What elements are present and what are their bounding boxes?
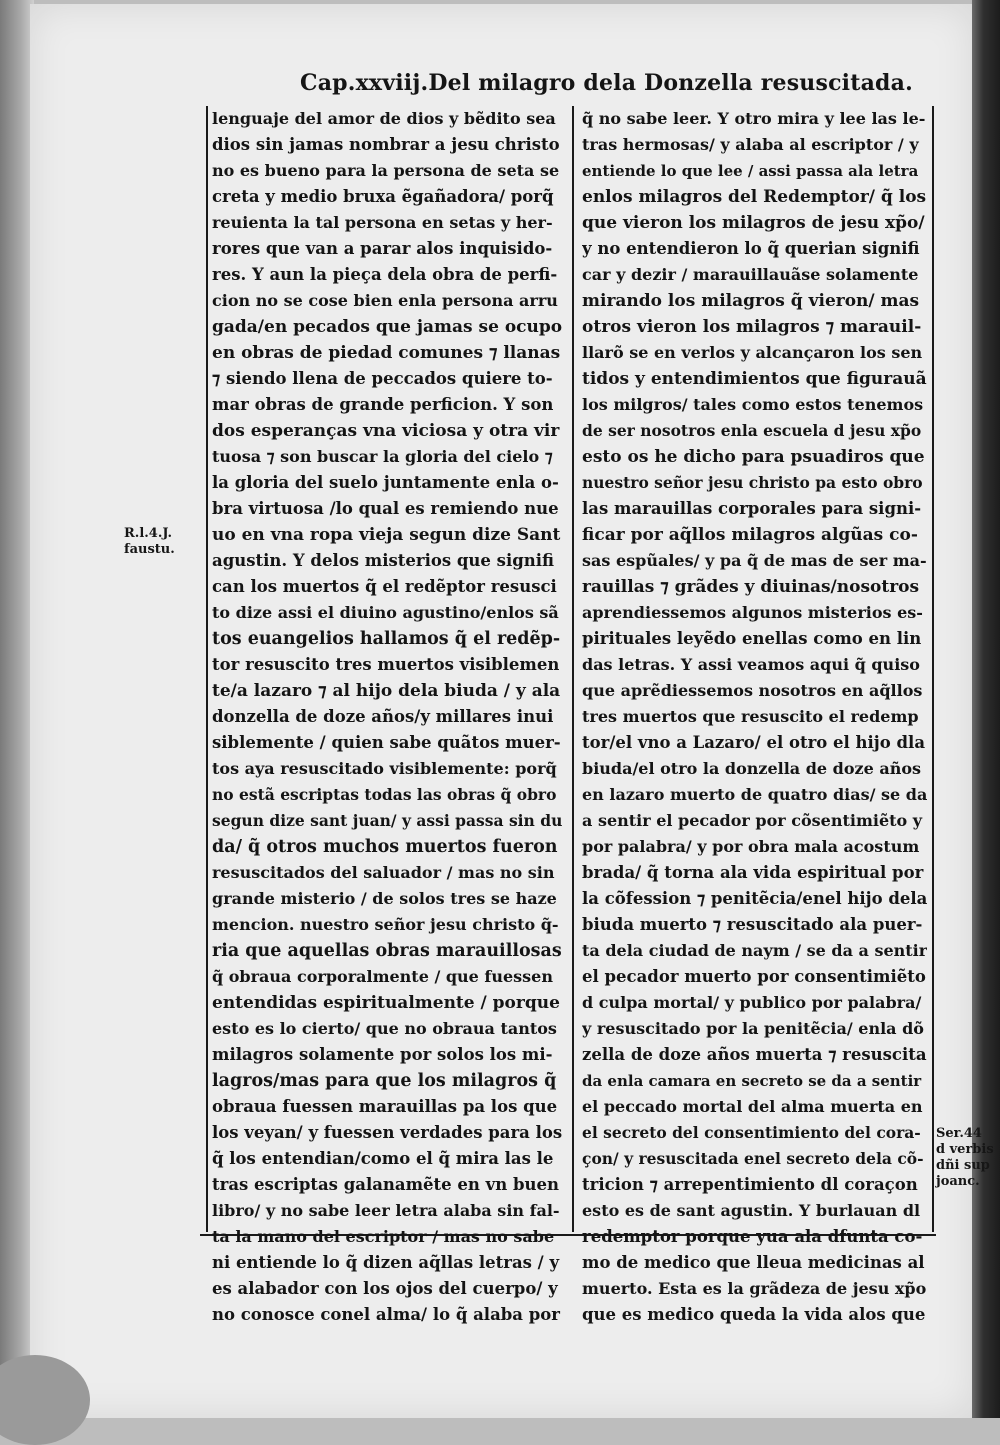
text-line: tos aya resuscitado visiblemente: porq̃ — [212, 759, 557, 778]
text-line: segun dize sant juan/ y assi passa sin du — [212, 811, 562, 830]
text-line: las marauillas corporales para signi- — [582, 499, 922, 518]
text-line: tras escriptas galanamẽte en vn buen — [212, 1175, 560, 1194]
text-line: no es bueno para la persona de seta se — [212, 161, 560, 180]
text-line: y resuscitado por la penitẽcia/ enla dõ — [582, 1019, 924, 1038]
margin-note-line: joanc. — [936, 1174, 980, 1189]
text-line: el pecador muerto por consentimiẽto — [582, 967, 926, 986]
text-line: ria que aquellas obras marauillosas — [212, 941, 562, 961]
text-line: a sentir el pecador por cõsentimiẽto y — [582, 811, 923, 830]
text-line: tor resuscito tres muertos visiblemen — [212, 655, 560, 674]
margin-note-line: d verbis — [936, 1142, 994, 1157]
text-line: esto es de sant agustin. Y burlauan dl — [582, 1201, 921, 1220]
text-line: milagros solamente por solos los mi- — [212, 1045, 553, 1064]
text-line: brada/ q̃ torna ala vida espiritual por — [582, 863, 924, 882]
text-line: redemptor porque yua ala dfunta co- — [582, 1227, 923, 1246]
text-line: biuda muerto ⁊ resuscitado ala puer- — [582, 915, 923, 934]
left-text-column — [212, 106, 562, 1328]
text-line: tras hermosas/ y alaba al escriptor / y — [582, 135, 919, 154]
text-line: la gloria del suelo juntamente enla o- — [212, 473, 559, 492]
text-line: aprendiessemos algunos misterios es- — [582, 603, 923, 622]
text-line: tricion ⁊ arrepentimiento dl coraçon — [582, 1175, 918, 1194]
margin-note-line: dñi sup — [936, 1158, 990, 1173]
text-line: d culpa mortal/ y publico por palabra/ — [582, 993, 922, 1012]
text-line: libro/ y no sabe leer letra alaba sin fal- — [212, 1201, 560, 1220]
text-line: das letras. Y assi veamos aqui q̃ quiso — [582, 655, 920, 674]
text-line: no conosce conel alma/ lo q̃ alaba por — [212, 1305, 560, 1324]
text-line: dios sin jamas nombrar a jesu christo — [212, 135, 560, 154]
text-line: no estã escriptas todas las obras q̃ obro — [212, 785, 557, 804]
text-line: muerto. Esta es la grãdeza de jesu xp̃o — [582, 1279, 927, 1298]
text-line: agustin. Y delos misterios que signifi — [212, 551, 555, 570]
text-line: mirando los milagros q̃ vieron/ mas — [582, 291, 920, 311]
text-line: mencion. nuestro señor jesu christo q̃- — [212, 915, 559, 934]
text-line: çon/ y resuscitada enel secreto dela cõ- — [582, 1149, 924, 1168]
text-line: grande misterio / de solos tres se haze — [212, 889, 557, 908]
right-margin-note — [936, 1126, 994, 1190]
text-line: esto es lo cierto/ que no obraua tantos — [212, 1019, 557, 1038]
text-line: el secreto del consentimiento del cora- — [582, 1123, 921, 1142]
text-line: entiende lo que lee / assi passa ala letra — [582, 162, 919, 180]
text-line: la cõfession ⁊ penitẽcia/enel hijo dela — [582, 889, 927, 908]
text-line: nuestro señor jesu christo pa esto obro — [582, 473, 923, 492]
text-line: gada/en pecados que jamas se ocupo — [212, 317, 562, 337]
text-line: cion no se cose bien enla persona arru — [212, 291, 558, 310]
text-line: da/ q̃ otros muchos muertos fueron — [212, 837, 558, 857]
text-line: en obras de piedad comunes ⁊ llanas — [212, 343, 561, 363]
text-line: uo en vna ropa vieja segun dize Sant — [212, 525, 561, 545]
book-spine — [0, 0, 34, 1418]
text-line: el peccado mortal del alma muerta en — [582, 1097, 923, 1116]
right-text-column — [582, 106, 927, 1328]
text-line: zella de doze años muerta ⁊ resuscita — [582, 1045, 927, 1064]
text-line: y no entendieron lo q̃ querian signifi — [582, 239, 920, 258]
margin-note-line: Ser.44 — [936, 1126, 982, 1141]
text-line: que vieron los milagros de jesu xp̃o/ — [582, 213, 925, 233]
text-line: da enla camara en secreto se da a sentir — [582, 1072, 922, 1090]
text-line: mo de medico que lleua medicinas al — [582, 1253, 925, 1272]
text-line: tres muertos que resuscito el redemp — [582, 707, 919, 726]
text-line: ta dela ciudad de naym / se da a sentir — [582, 941, 927, 960]
text-line: te/a lazaro ⁊ al hijo dela biuda / y ala — [212, 681, 561, 701]
text-line: siblemente / quien sabe quãtos muer- — [212, 733, 561, 752]
text-line: to dize assi el diuino agustino/enlos sã — [212, 603, 559, 622]
center-column-rule — [572, 106, 574, 1232]
text-line: resuscitados del saluador / mas no sin — [212, 863, 555, 882]
text-line: otros vieron los milagros ⁊ marauil- — [582, 317, 922, 337]
text-line: mar obras de grande perficion. Y son — [212, 395, 554, 414]
text-line: donzella de doze años/y millares inui — [212, 707, 554, 726]
text-line: ficar por aq̃llos milagros algũas co- — [582, 525, 918, 545]
text-line: por palabra/ y por obra mala acostum — [582, 837, 920, 856]
text-line: ta la mano del escriptor / mas no sabe — [212, 1227, 555, 1246]
margin-note-line: R.l.4.J. — [124, 526, 173, 541]
chapter-heading: Cap.xxviij.Del milagro dela Donzella resuscitada. — [300, 70, 913, 96]
text-line: esto os he dicho para psuadiros que — [582, 447, 925, 467]
text-line: dos esperanças vna viciosa y otra vir — [212, 421, 560, 441]
text-line: obraua fuessen marauillas pa los que — [212, 1097, 558, 1116]
left-column-rule — [206, 106, 208, 1232]
text-line: en lazaro muerto de quatro dias/ se da — [582, 785, 927, 804]
text-line: biuda/el otro la donzella de doze años — [582, 759, 922, 778]
text-line: car y dezir / marauillauãse solamente — [582, 265, 919, 284]
text-line: rores que van a parar alos inquisido- — [212, 239, 553, 258]
text-line: q̃ obraua corporalmente / que fuessen — [212, 967, 553, 986]
text-line: llarõ se en verlos y alcançaron los sen — [582, 343, 923, 362]
text-line: sas espũales/ y pa q̃ de mas de ser ma- — [582, 551, 927, 570]
text-line: rauillas ⁊ grãdes y diuinas/nosotros — [582, 577, 920, 597]
text-line: bra virtuosa /lo qual es remiendo nue — [212, 499, 559, 518]
text-line: ni entiende lo q̃ dizen aq̃llas letras / y — [212, 1253, 560, 1272]
text-line: tuosa ⁊ son buscar la gloria del cielo ⁊ — [212, 447, 553, 466]
text-line: de ser nosotros enla escuela d jesu xp̃o — [582, 421, 922, 440]
text-line: can los muertos q̃ el redẽptor resusci — [212, 577, 557, 596]
text-line: que es medico quedа la vida alos que — [582, 1305, 926, 1324]
text-line: res. Y aun la pieça dela obra de perfi- — [212, 265, 558, 284]
left-margin-note — [124, 526, 175, 558]
text-line: tos euangelios hallamos q̃ el redẽp- — [212, 629, 561, 649]
text-line: ⁊ siendo llena de peccados quiere to- — [212, 369, 553, 388]
text-line: tor/el vno a Lazaro/ el otro el hijo dla — [582, 733, 926, 752]
text-line: los veyan/ y fuessen verdades para los — [212, 1123, 562, 1142]
text-line: es alabador con los ojos del cuerpo/ y — [212, 1279, 558, 1298]
margin-note-line: faustu. — [124, 542, 175, 557]
text-line: lagros/mas para que los milagros q̃ — [212, 1071, 557, 1091]
text-line: reuienta la tal persona en setas y her- — [212, 213, 553, 232]
text-line: q̃ no sabe leer. Y otro mira y lee las le- — [582, 109, 926, 128]
page-edge — [972, 0, 1000, 1418]
right-column-rule — [932, 106, 934, 1232]
text-line: creta y medio bruxa ẽgañadora/ porq̃ — [212, 187, 554, 206]
text-line: que aprẽdiessemos nosotros en aq̃llos — [582, 681, 923, 700]
text-line: pirituales leyẽdo enellas como en lin — [582, 629, 922, 648]
text-line: tidos y entendimientos que figurauã — [582, 369, 927, 389]
text-line: lenguaje del amor de dios y bẽdito sea — [212, 109, 556, 128]
text-line: enlos milagros del Redemptor/ q̃ los — [582, 187, 927, 207]
text-line: los milgros/ tales como estos tenemos — [582, 395, 924, 414]
text-line: entendidas espiritualmente / porque — [212, 993, 560, 1013]
text-line: q̃ los entendian/como el q̃ mira las le — [212, 1149, 554, 1168]
